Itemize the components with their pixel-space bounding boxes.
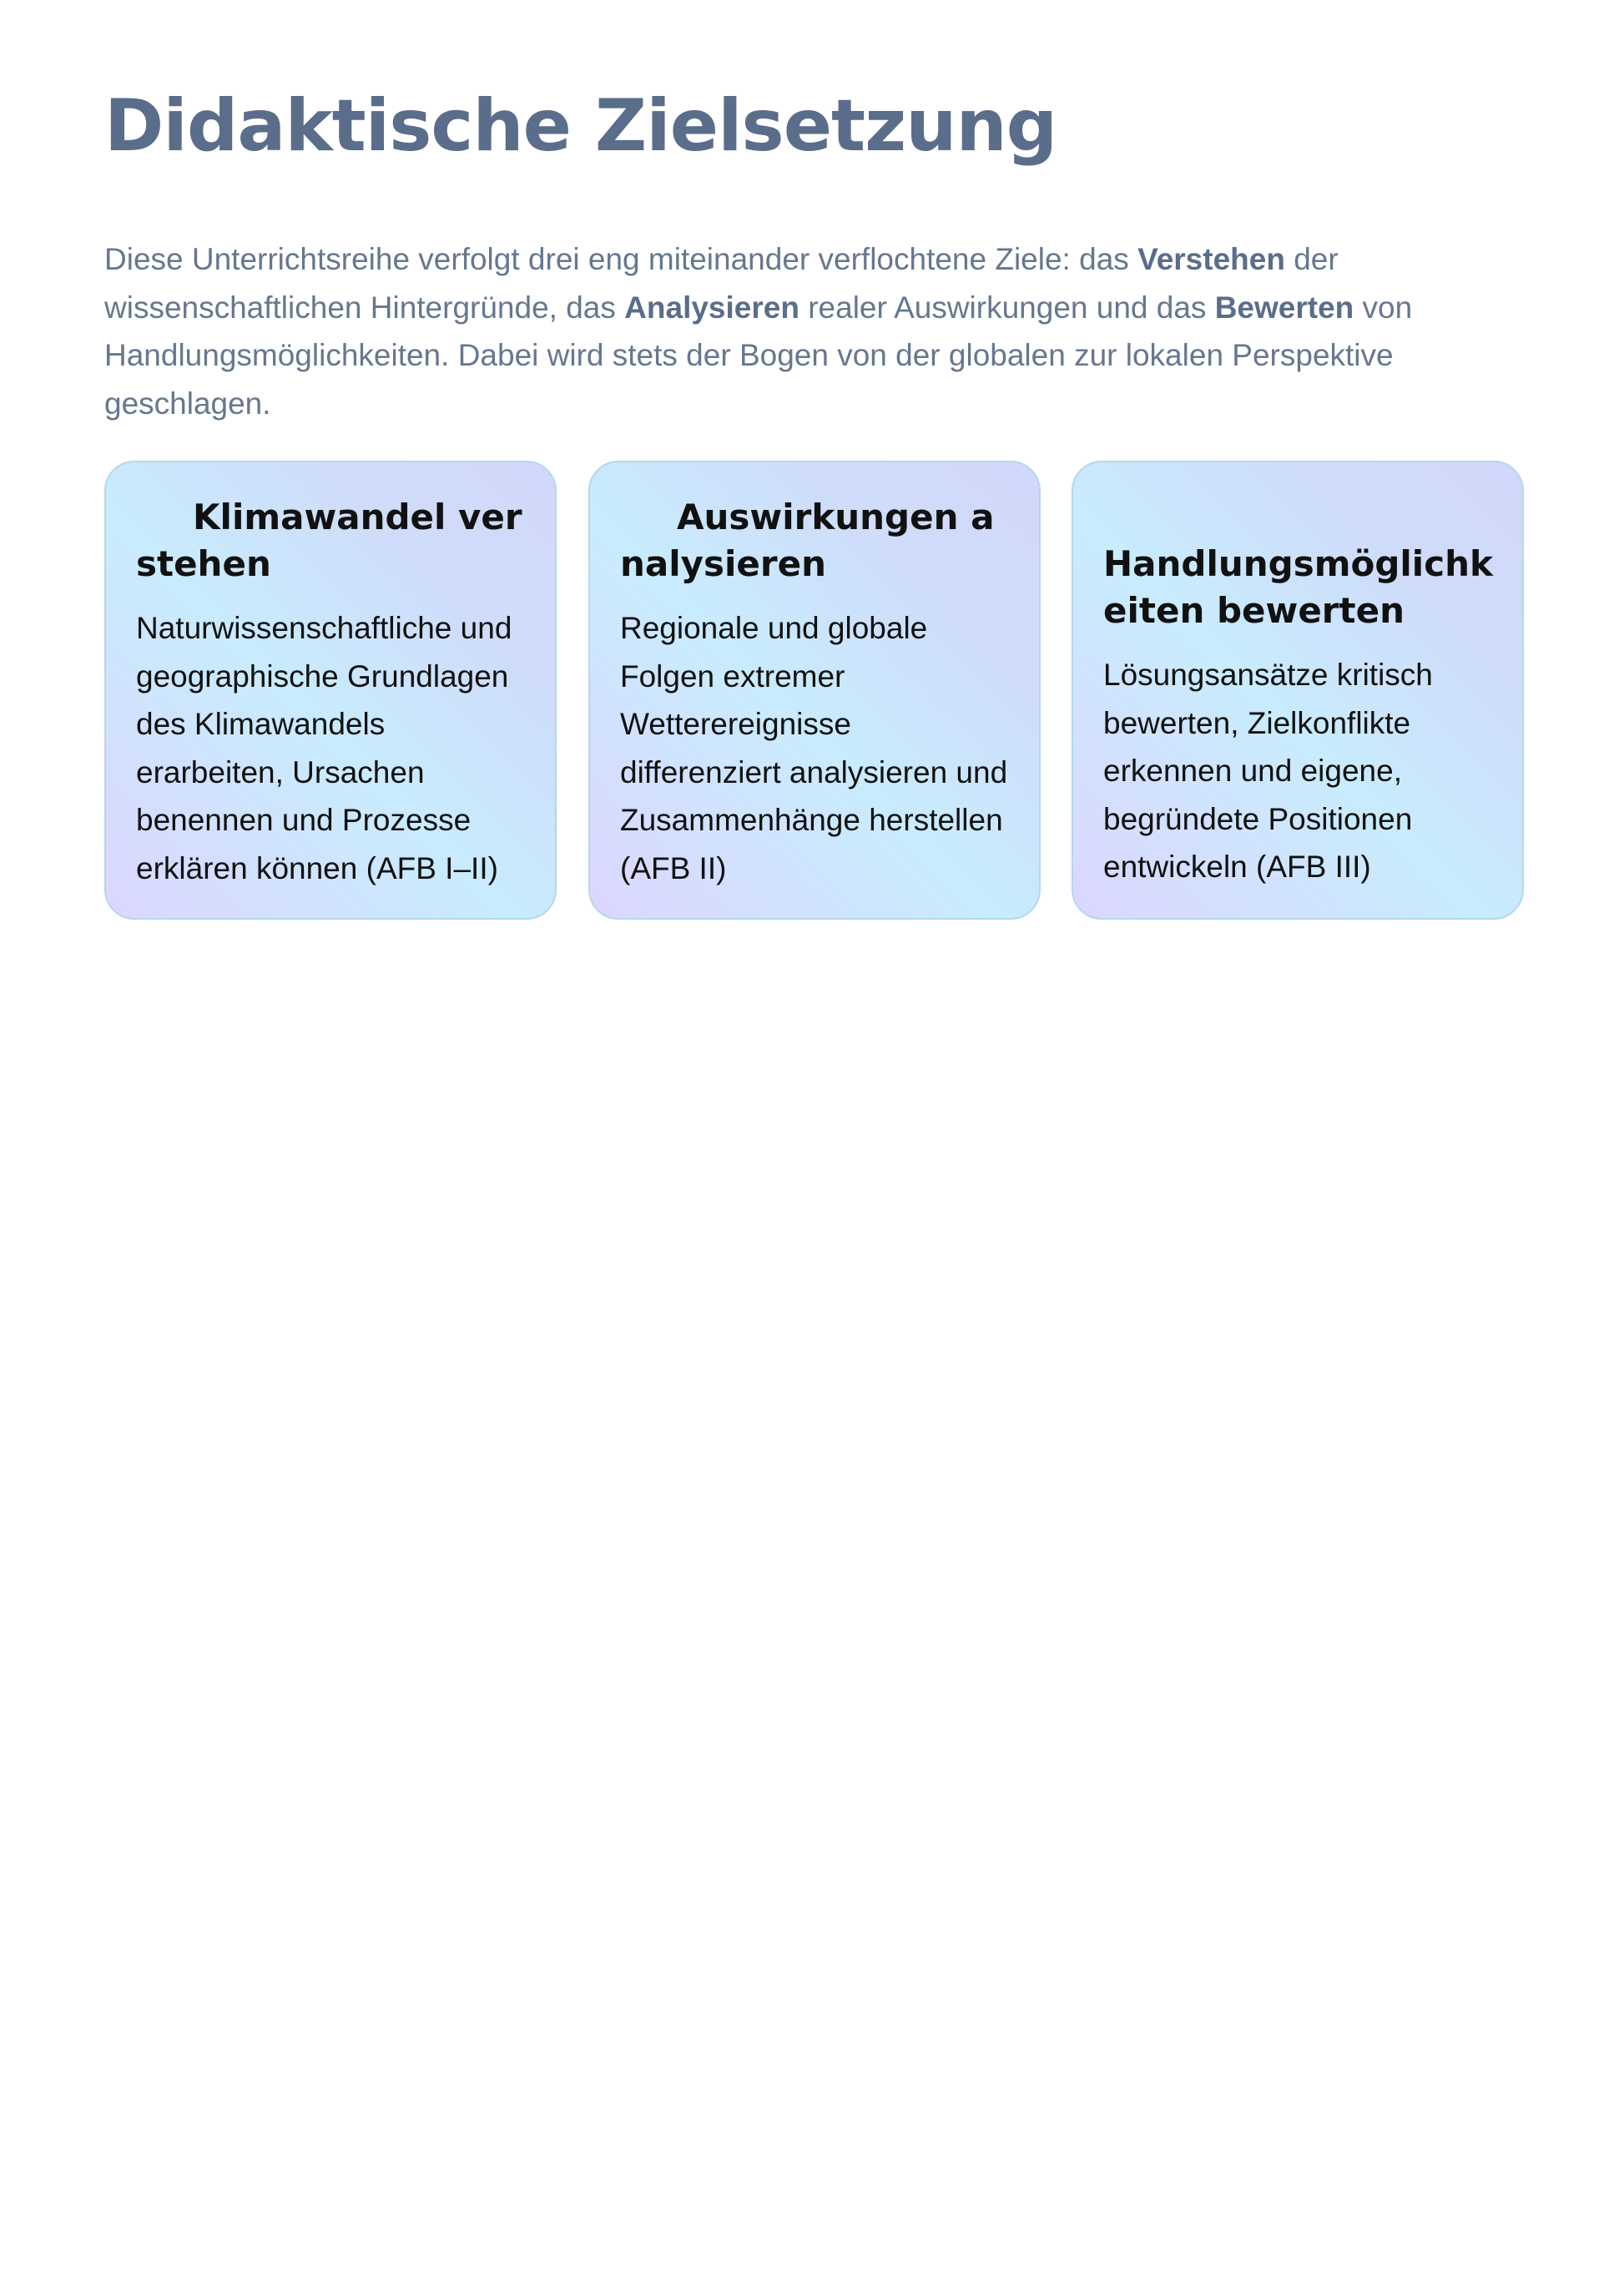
goal-cards: [104, 461, 1523, 921]
intro-text-3: realer Auswirkungen und das: [799, 290, 1215, 325]
intro-text-2: der wissenschaftlichen Hintergründe, das: [104, 242, 1339, 325]
goal-card-title: Handlungsmöglichkeiten bewerten: [1103, 543, 1493, 631]
goal-card-text: Regionale und globale Folgen extremer Wetterereignisse differenziert analysieren und Zusammenhänge herstellen (AFB II): [620, 611, 1008, 885]
intro-text-4: von Handlungsmöglichkeiten. Dabei wird stets der Bogen von der globalen zur lokalen Perspektive geschlagen.: [104, 290, 1413, 421]
goal-card-analysieren: [588, 461, 1041, 920]
goal-card-title: Klimawandel verstehen: [136, 497, 522, 584]
goal-card-bewerten: [1072, 461, 1524, 920]
goal-card-title: Auswirkungen analysieren: [620, 497, 995, 584]
goal-card-text: Lösungsansätze kritisch bewerten, Zielkonflikte erkennen und eigene, begründete Positionen entwickeln (AFB III): [1103, 658, 1433, 884]
page-title: Didaktische Zielsetzung: [104, 84, 1057, 168]
goal-card-text: Naturwissenschaftliche und geographische Grundlagen des Klimawandels erarbeiten, Ursachen benennen und Prozesse erklären können (AFB I–II): [136, 611, 512, 885]
intro-text-1: Diese Unterrichtsreihe verfolgt drei eng miteinander verflochtene Ziele: das: [104, 242, 1138, 276]
intro-paragraph: [104, 235, 1515, 427]
goal-card-verstehen: [104, 461, 557, 920]
intro-bold-analysieren: Analysieren: [624, 290, 799, 325]
intro-bold-verstehen: Verstehen: [1137, 242, 1285, 276]
intro-bold-bewerten: Bewerten: [1214, 290, 1354, 325]
